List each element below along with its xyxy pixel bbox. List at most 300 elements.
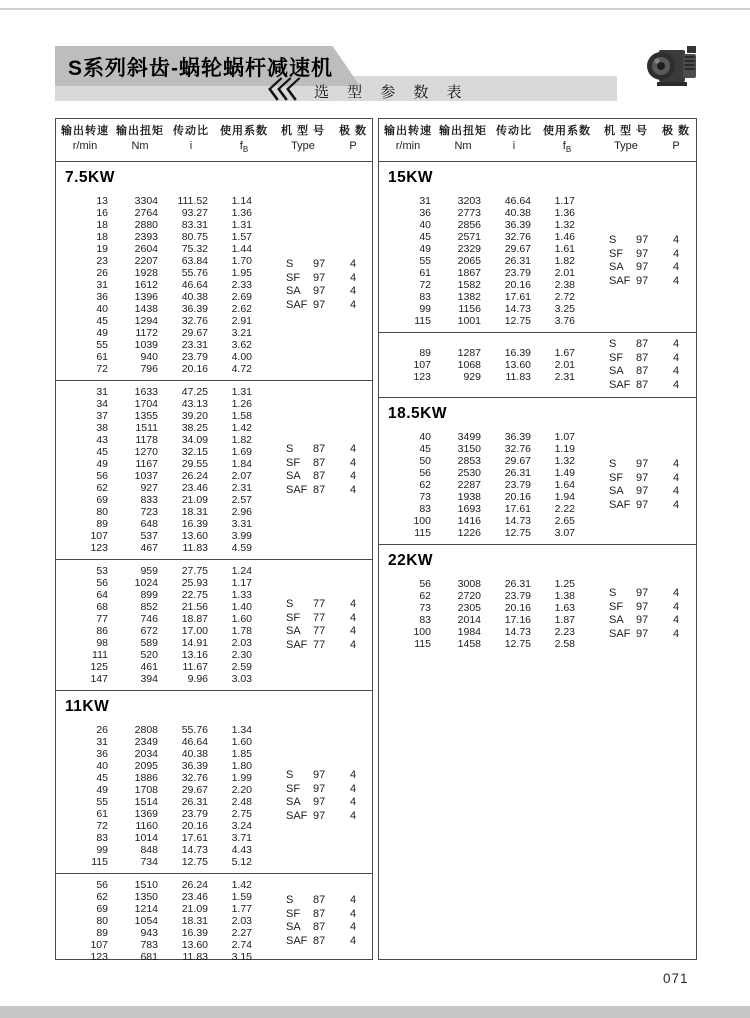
cell-torque: 3150 [457,443,481,456]
cell-fb: 1.85 [231,748,252,761]
cell-ratio: 13.60 [504,359,531,372]
cell-fb: 1.64 [554,479,575,492]
table-row [56,589,272,601]
cell-ratio: 46.64 [181,279,208,292]
poles-value: 4 [672,627,680,640]
type-row [595,248,695,262]
cell-fb: 1.32 [554,455,575,468]
table-row [56,565,272,577]
cell-fb: 1.46 [554,231,575,244]
cell-torque: 852 [140,601,158,614]
cell-torque: 2853 [457,455,481,468]
cell-fb: 3.31 [231,518,252,531]
poles-value: 4 [672,274,680,287]
cell-torque: 1054 [134,915,158,928]
table-row [56,279,272,291]
cell-ratio: 17.61 [504,503,531,516]
table-row [56,796,272,808]
cell-speed: 45 [96,772,108,785]
type-row [595,485,695,499]
table-row [56,303,272,315]
type-label: SA 97 [286,796,326,809]
cell-speed: 49 [96,327,108,340]
type-label: S 97 [609,587,649,600]
table-row [56,736,272,748]
poles-value: 4 [349,782,357,795]
type-row [272,639,372,653]
cell-ratio: 12.75 [181,856,208,869]
type-row [272,810,372,824]
poles-value: 4 [672,365,680,378]
cell-ratio: 36.39 [181,760,208,773]
cell-torque: 746 [140,613,158,626]
cell-torque: 1172 [135,327,158,340]
cell-speed: 80 [96,506,108,519]
cell-speed: 56 [96,577,108,590]
type-group [272,195,372,375]
cell-speed: 77 [96,613,108,626]
cell-speed: 62 [96,891,108,904]
cell-fb: 2.59 [231,661,252,674]
cell-fb: 2.22 [554,503,575,516]
col-unit: P [672,140,680,152]
type-label: SF 87 [286,456,326,469]
table-row [56,506,272,518]
type-label: SF 87 [286,907,326,920]
cell-ratio: 23.46 [181,482,208,495]
type-group [595,195,695,327]
poles-value: 4 [672,247,680,260]
cell-ratio: 40.38 [504,207,531,220]
table-row [56,577,272,589]
cell-torque: 1270 [134,446,158,459]
cell-ratio: 46.64 [504,195,531,208]
cell-fb: 1.40 [231,601,252,614]
cell-torque: 2207 [134,255,158,268]
table-row [56,494,272,506]
cell-speed: 64 [96,589,108,602]
col-header: 输出转速 [61,125,109,137]
col-header: 输出扭矩 [439,125,487,137]
table-row [56,291,272,303]
poles-value: 4 [349,298,357,311]
type-label: S 87 [609,338,649,351]
cell-fb: 2.75 [231,808,252,821]
data-block [379,190,696,332]
table-row [56,808,272,820]
cell-torque: 648 [140,518,158,531]
type-label: SF 97 [286,782,326,795]
cell-fb: 5.12 [231,856,252,869]
type-group [272,565,372,685]
cell-fb: 1.17 [231,577,252,590]
type-label: SAF 87 [286,483,326,496]
cell-speed: 115 [414,527,431,540]
cell-ratio: 16.39 [181,927,208,940]
data-rows [56,195,272,375]
cell-speed: 40 [96,760,108,773]
cell-fb: 3.99 [231,530,252,543]
data-block [379,426,696,544]
table-row [56,673,272,685]
cell-ratio: 32.76 [181,315,208,328]
cell-ratio: 40.38 [181,748,208,761]
cell-torque: 2571 [457,231,481,244]
cell-ratio: 26.31 [504,255,531,268]
cell-ratio: 16.39 [504,347,531,360]
parameter-table-left [55,118,373,964]
table-row [56,363,272,375]
cell-speed: 31 [96,386,108,399]
cell-ratio: 16.39 [181,518,208,531]
table-row [56,195,272,207]
cell-ratio: 29.67 [181,327,208,340]
col-unit: i [512,140,516,152]
cell-speed: 40 [419,219,431,232]
cell-speed: 147 [90,673,108,686]
type-label: SA 87 [286,921,326,934]
table-row [56,470,272,482]
table-row [379,638,595,650]
cell-speed: 73 [419,491,431,504]
type-group [595,578,695,650]
cell-fb: 2.91 [231,315,252,328]
cell-ratio: 55.76 [181,724,208,737]
cell-torque: 2764 [134,207,158,220]
cell-speed: 69 [96,494,108,507]
cell-torque: 1214 [134,903,158,916]
table-row [379,515,595,527]
type-row [272,935,372,949]
cell-speed: 45 [96,446,108,459]
type-row [595,275,695,289]
cell-fb: 1.77 [231,903,252,916]
type-label: SF 87 [609,351,649,364]
page-subtitle: 选 型 参 数 表 [314,84,469,101]
type-label: SAF 97 [609,274,649,287]
table-row [379,303,595,315]
cell-ratio: 26.24 [181,879,208,892]
cell-fb: 2.33 [231,279,252,292]
table-row [56,530,272,542]
table-row [379,479,595,491]
type-label: SAF 87 [286,934,326,947]
cell-fb: 1.44 [231,243,252,256]
poles-value: 4 [672,498,680,511]
cell-fb: 2.03 [231,915,252,928]
type-row [595,234,695,248]
type-row [272,894,372,908]
col-unit: Nm [131,140,149,152]
type-row [595,472,695,486]
col-unit: P [349,140,357,152]
cell-ratio: 18.31 [181,506,208,519]
table-header-row [56,119,372,162]
cell-torque: 723 [140,506,158,519]
type-row [272,625,372,639]
table-row [56,637,272,649]
cell-fb: 2.01 [554,267,575,280]
type-row [272,272,372,286]
cell-ratio: 20.16 [504,602,531,615]
table-row [56,625,272,637]
cell-speed: 26 [96,724,108,737]
cell-speed: 99 [419,303,431,316]
type-label: SAF 97 [286,298,326,311]
cell-speed: 40 [419,431,431,444]
cell-fb: 1.95 [231,267,252,280]
cell-speed: 45 [419,231,431,244]
cell-fb: 1.36 [554,207,575,220]
cell-fb: 1.25 [554,578,575,591]
cell-torque: 1382 [457,291,481,304]
type-label: SA 87 [286,470,326,483]
cell-torque: 1156 [458,303,481,316]
cell-speed: 55 [96,339,108,352]
cell-torque: 1510 [134,879,158,892]
cell-fb: 3.76 [554,315,575,328]
cell-speed: 26 [96,267,108,280]
cell-speed: 111 [92,649,108,662]
cell-ratio: 25.93 [181,577,208,590]
cell-ratio: 32.76 [504,443,531,456]
table-row [56,903,272,915]
table-row [379,443,595,455]
table-row [56,891,272,903]
poles-value: 4 [349,769,357,782]
type-label: SA 97 [609,614,649,627]
poles-value: 4 [349,258,357,271]
cell-fb: 3.21 [231,327,252,340]
type-row [595,614,695,628]
cell-speed: 37 [96,410,108,423]
cell-torque: 1039 [134,339,158,352]
type-label: SA 97 [286,285,326,298]
table-row [56,446,272,458]
cell-fb: 1.31 [231,219,252,232]
cell-torque: 783 [140,939,158,952]
cell-speed: 56 [96,470,108,483]
cell-ratio: 11.83 [182,951,208,964]
cell-speed: 19 [96,243,108,256]
cell-torque: 1024 [134,577,158,590]
type-row [272,258,372,272]
cell-torque: 943 [140,927,158,940]
type-label: SAF 97 [609,627,649,640]
type-label: SF 97 [286,271,326,284]
cell-ratio: 13.60 [181,939,208,952]
type-group [272,724,372,868]
table-row [379,503,595,515]
cell-ratio: 23.79 [504,590,531,603]
table-row [379,279,595,291]
type-row [272,457,372,471]
top-rule [0,8,750,10]
table-row [379,207,595,219]
table-row [56,951,272,963]
cell-fb: 1.87 [554,614,575,627]
cell-ratio: 11.83 [505,371,531,384]
parameter-table-right [378,118,697,960]
cell-torque: 1458 [457,638,481,651]
col-unit: r/min [72,140,98,152]
cell-ratio: 23.79 [504,267,531,280]
cell-fb: 1.19 [554,443,575,456]
type-label: SAF 87 [609,378,649,391]
cell-ratio: 11.83 [182,542,208,555]
cell-ratio: 22.75 [181,589,208,602]
table-row [56,915,272,927]
cell-speed: 125 [90,661,108,674]
cell-torque: 1014 [134,832,158,845]
cell-ratio: 23.79 [181,351,208,364]
cell-speed: 83 [419,614,431,627]
cell-speed: 98 [96,637,108,650]
section-label: 11KW [65,698,110,716]
cell-fb: 2.27 [231,927,252,940]
cell-fb: 2.30 [231,649,252,662]
cell-ratio: 23.31 [181,339,208,352]
cell-speed: 115 [414,315,431,328]
cell-torque: 2880 [134,219,158,232]
type-group [272,879,372,963]
cell-ratio: 20.16 [181,363,208,376]
cell-ratio: 36.39 [504,219,531,232]
cell-fb: 2.58 [554,638,575,651]
cell-torque: 927 [140,482,158,495]
section-label: 22KW [388,552,434,570]
cell-torque: 1984 [457,626,481,639]
cell-fb: 1.49 [554,467,575,480]
cell-fb: 3.25 [554,303,575,316]
cell-ratio: 29.67 [504,455,531,468]
table-row [56,207,272,219]
poles-value: 4 [349,894,357,907]
chevrons-icon [264,76,306,102]
cell-ratio: 32.76 [504,231,531,244]
col-header: 机 型 号 [280,125,326,137]
table-row [56,856,272,868]
cell-fb: 1.42 [231,879,252,892]
type-row [272,612,372,626]
type-row [272,443,372,457]
cell-speed: 83 [96,832,108,845]
table-row [56,760,272,772]
table-row [379,267,595,279]
cell-speed: 50 [419,455,431,468]
cell-speed: 55 [96,796,108,809]
col-header: 机 型 号 [603,125,649,137]
cell-torque: 461 [140,661,158,674]
cell-speed: 107 [90,939,108,952]
cell-fb: 1.58 [231,410,252,423]
data-rows [379,431,595,539]
cell-fb: 2.31 [554,371,575,384]
cell-torque: 1938 [457,491,481,504]
cell-torque: 1886 [134,772,158,785]
cell-fb: 1.61 [554,243,575,256]
cell-torque: 929 [463,371,481,384]
cell-torque: 2720 [457,590,481,603]
col-header: 使用系数 [543,125,591,137]
cell-fb: 2.20 [231,784,252,797]
cell-ratio: 32.15 [181,446,208,459]
table-row [379,255,595,267]
cell-speed: 45 [96,315,108,328]
poles-value: 4 [672,378,680,391]
cell-torque: 2287 [457,479,481,492]
cell-fb: 1.14 [231,195,252,208]
cell-speed: 36 [419,207,431,220]
table-row [56,243,272,255]
table-row [379,455,595,467]
cell-ratio: 80.75 [181,231,208,244]
cell-torque: 1068 [457,359,481,372]
poles-value: 4 [349,934,357,947]
table-row [56,724,272,736]
cell-torque: 467 [140,542,158,555]
cell-speed: 72 [96,820,108,833]
cell-ratio: 26.31 [181,796,208,809]
col-unit: Nm [454,140,472,152]
cell-fb: 1.60 [231,613,252,626]
table-row [379,347,595,359]
cell-speed: 61 [419,267,431,280]
cell-fb: 2.31 [231,482,252,495]
cell-ratio: 40.38 [181,291,208,304]
cell-torque: 1438 [134,303,158,316]
data-rows [379,578,595,650]
type-label: S 97 [286,769,326,782]
type-row [272,285,372,299]
cell-torque: 1416 [457,515,481,528]
data-block [379,333,696,397]
cell-speed: 72 [96,363,108,376]
cell-torque: 1178 [135,434,158,447]
poles-value: 4 [349,456,357,469]
cell-fb: 1.82 [554,255,575,268]
table-row [56,267,272,279]
cell-ratio: 14.91 [181,637,208,650]
col-unit: $f_B$ [562,140,572,155]
page-title: S系列斜齿-蜗轮蜗杆减速机 [68,57,333,80]
type-label: S 77 [286,598,326,611]
cell-ratio: 13.60 [181,530,208,543]
cell-ratio: 23.79 [181,808,208,821]
type-row [272,470,372,484]
table-row [379,626,595,638]
cell-fb: 1.80 [231,760,252,773]
cell-torque: 1294 [134,315,158,328]
cell-speed: 68 [96,601,108,614]
table-row [379,371,595,383]
cell-torque: 796 [140,363,158,376]
cell-speed: 53 [96,565,108,578]
cell-fb: 4.00 [231,351,252,364]
cell-fb: 1.67 [554,347,575,360]
cell-fb: 2.96 [231,506,252,519]
cell-ratio: 47.25 [181,386,208,399]
cell-torque: 2034 [134,748,158,761]
table-row [56,542,272,554]
cell-fb: 2.38 [554,279,575,292]
cell-ratio: 14.73 [181,844,208,857]
cell-torque: 520 [140,649,158,662]
cell-ratio: 43.13 [181,398,208,411]
cell-fb: 1.59 [231,891,252,904]
cell-speed: 36 [96,748,108,761]
cell-speed: 55 [419,255,431,268]
